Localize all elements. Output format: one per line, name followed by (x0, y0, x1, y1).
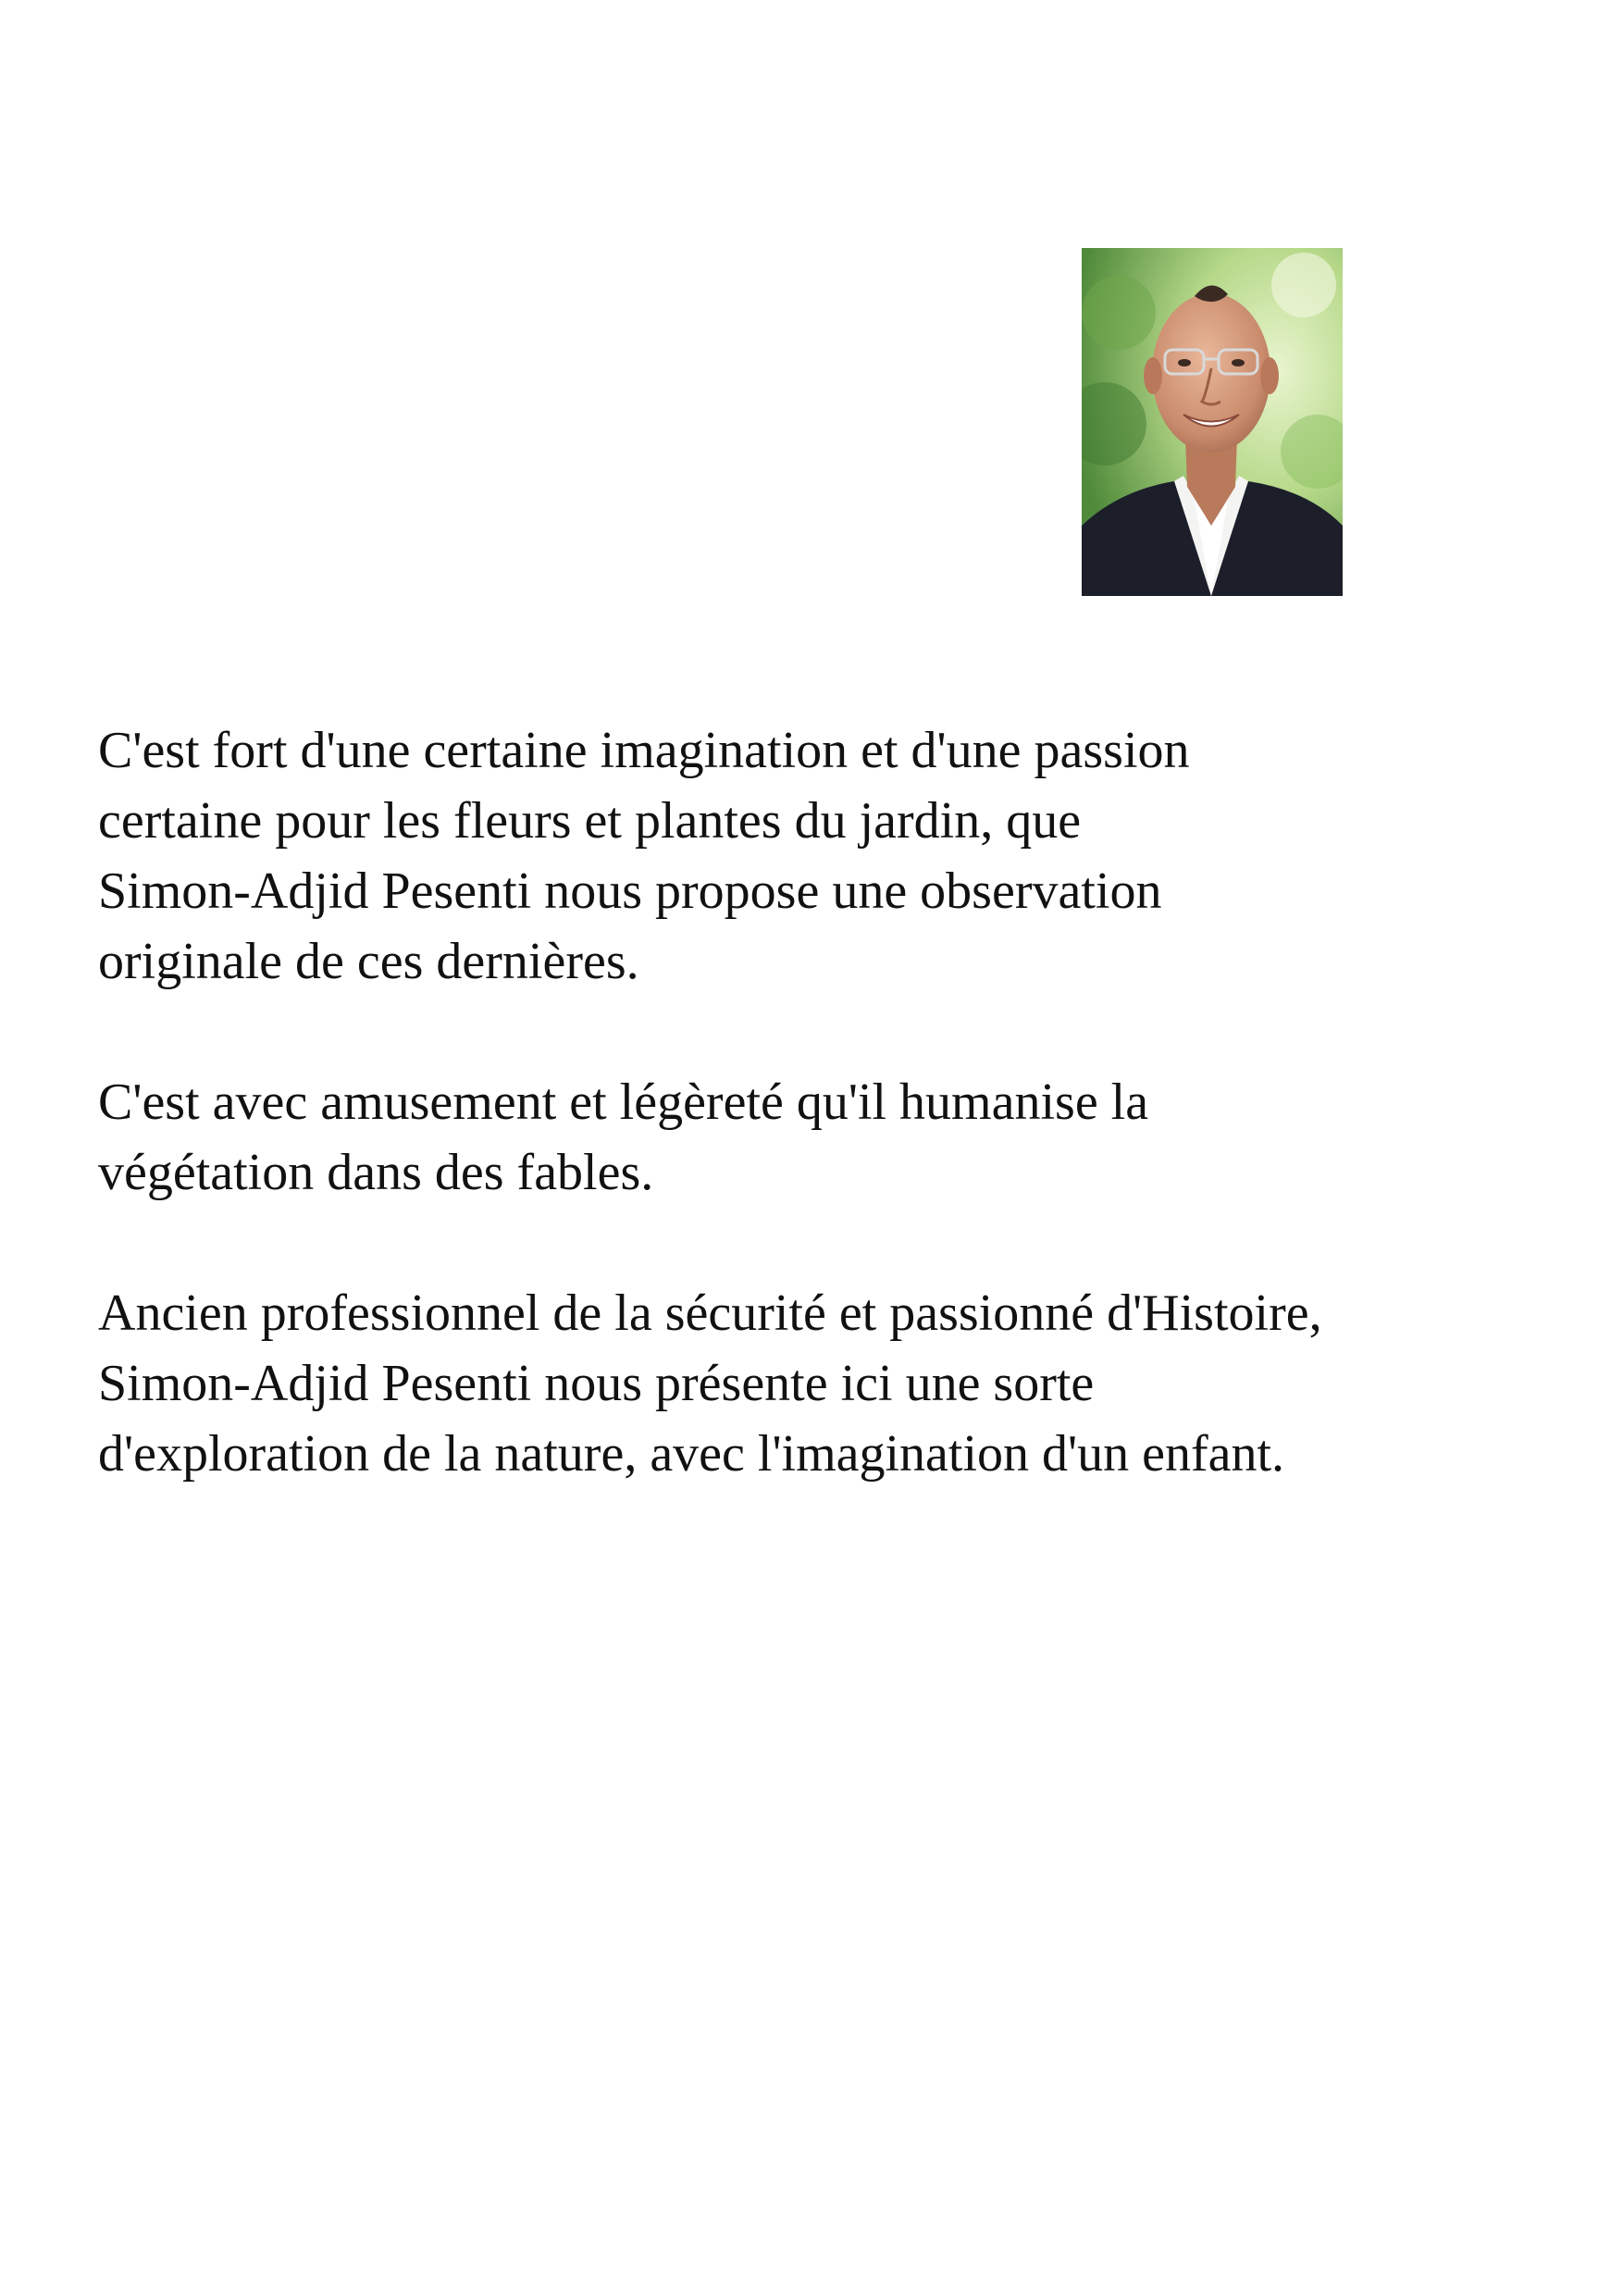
bio-paragraph-2 (98, 1067, 1560, 1208)
bio-paragraph-3 (98, 1278, 1560, 1489)
text-line: originale de ces dernières. (98, 933, 639, 990)
text-line: C'est avec amusement et légèreté qu'il humanise la (98, 1074, 1149, 1131)
author-bio-text (98, 715, 1560, 1559)
text-line: d'exploration de la nature, avec l'imagination d'un enfant. (98, 1425, 1285, 1483)
text-line: Simon-Adjid Pesenti nous présente ici une sorte (98, 1355, 1095, 1412)
bio-paragraph-1 (98, 715, 1560, 997)
text-line: C'est fort d'une certaine imagination et d'une passion (98, 722, 1190, 779)
author-portrait-photo (1082, 248, 1343, 596)
text-line: Simon-Adjid Pesenti nous propose une observation (98, 863, 1162, 920)
text-line: Ancien professionnel de la sécurité et passionné d'Histoire, (98, 1285, 1322, 1342)
text-line: certaine pour les fleurs et plantes du jardin, que (98, 792, 1082, 850)
text-line: végétation dans des fables. (98, 1144, 654, 1201)
